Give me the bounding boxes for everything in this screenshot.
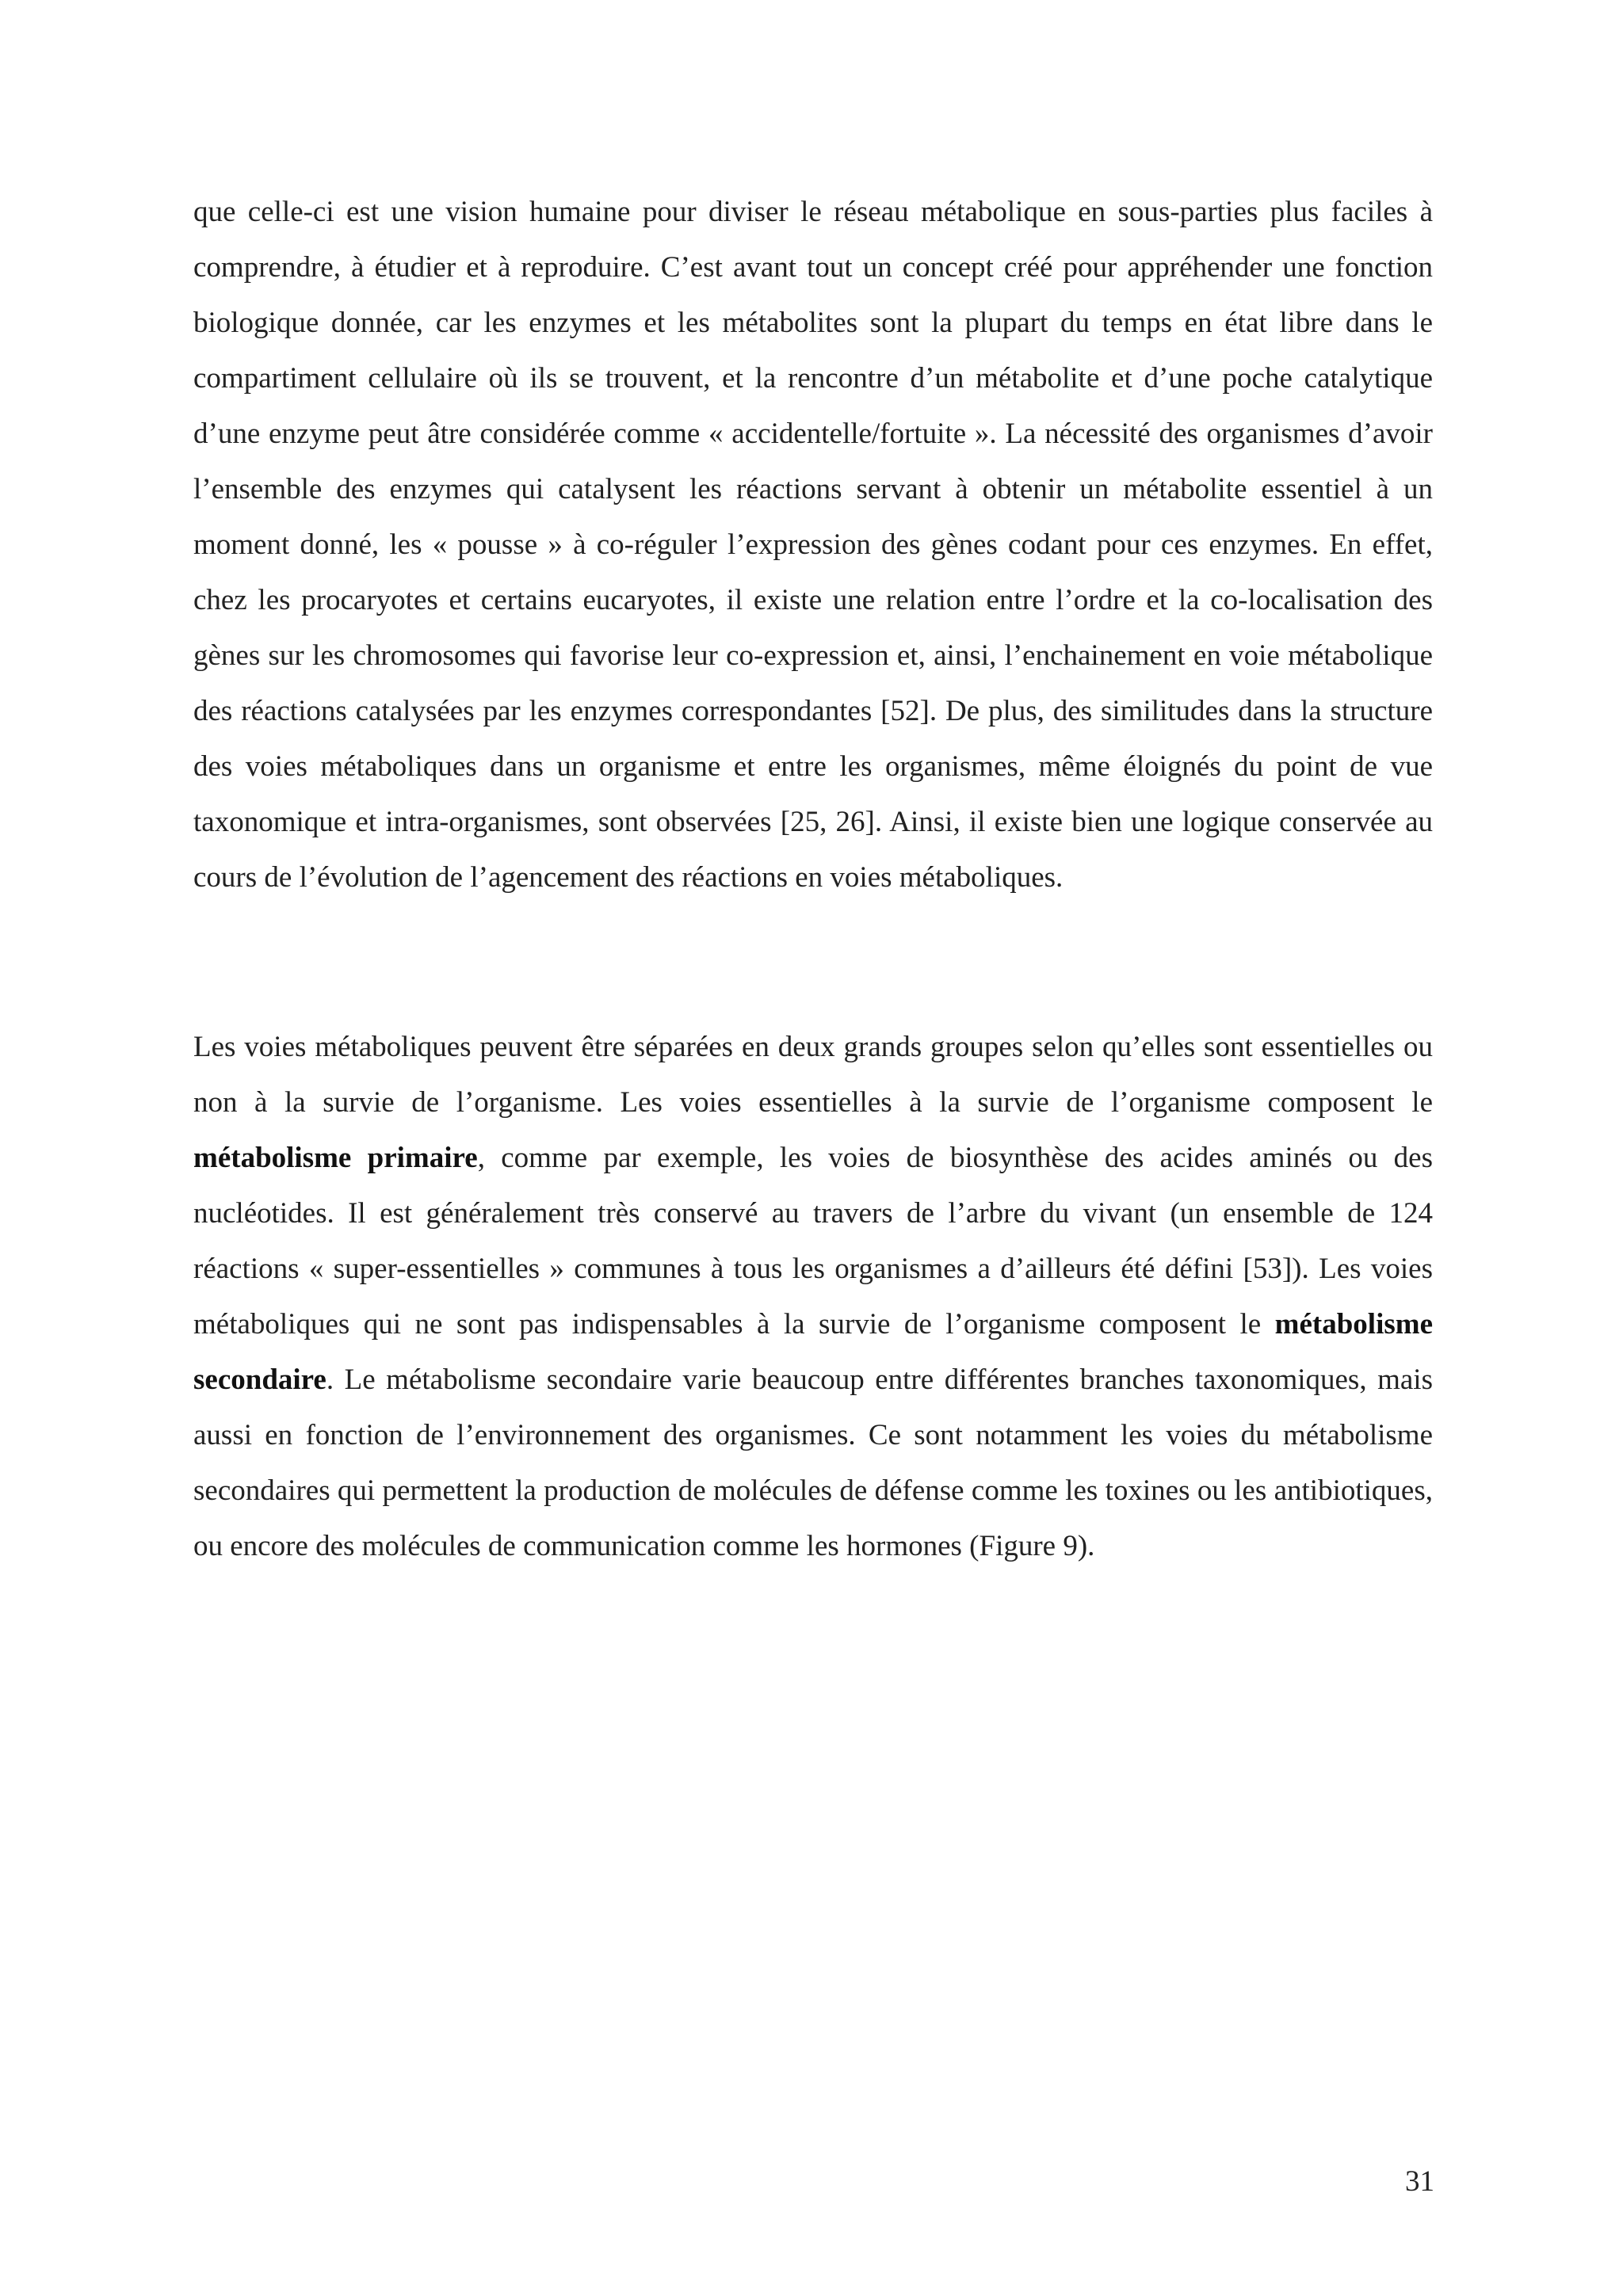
paragraph-2-text-part-3: . Le métabolisme secondaire varie beaucoup entre différentes branches taxonomiques, mais aussi en fonction de l’environnement des organismes. Ce sont notamment les voies du métabolisme secondaires qui permettent la production de molécules de défense comme les toxines ou les antibiotiques, ou encore des molécules de communication comme les hormones (Figure 9). — [193, 1363, 1433, 1562]
page-number: 31 — [1405, 2165, 1434, 2198]
body-paragraph-1: que celle-ci est une vision humaine pour diviser le réseau métabolique en sous-parties plus faciles à comprendre, à étudier et à reproduire. C’est avant tout un concept créé pour appréhender une fonction biologique donnée, car les enzymes et les métabolites sont la plupart du temps en état libre dans le compartiment cellulaire où ils se trouvent, et la rencontre d’un métabolite et d’une poche catalytique d’une enzyme peut âtre considérée comme « accidentelle/fortuite ». La nécessité des organismes d’avoir l’ensemble des enzymes qui catalysent les réactions servant à obtenir un métabolite essentiel à un moment donné, les « pousse » à co-réguler l’expression des gènes codant pour ces enzymes. En effet, chez les procaryotes et certains eucaryotes, il existe une relation entre l’ordre et la co-localisation des gènes sur les chromosomes qui favorise leur co-expression et, ainsi, l’enchainement en voie métabolique des réactions catalysées par les enzymes correspondantes [52]. De plus, des similitudes dans la structure des voies métaboliques dans un organisme et entre les organismes, même éloignés du point de vue taxonomique et intra-organismes, sont observées [25, 26]. Ainsi, il existe bien une logique conservée au cours de l’évolution de l’agencement des réactions en voies métaboliques. — [193, 196, 1433, 894]
term-metabolisme-secondaire: métabolisme secondaire — [193, 1308, 1433, 1396]
body-paragraph-2 — [193, 1020, 1433, 1574]
paragraph-2-text-part-2: , comme par exemple, les voies de biosynthèse des acides aminés ou des nucléotides. Il est généralement très conservé au travers de l’arbre du vivant (un ensemble de 124 réactions « super-essentielles » communes à tous les organismes a d’ailleurs été défini [53]). Les voies métaboliques qui ne sont pas indispensables à la survie de l’organisme composent le — [193, 1142, 1433, 1341]
paragraph-2-text-part-1: Les voies métaboliques peuvent être séparées en deux grands groupes selon qu’elles sont essentielles ou non à la survie de l’organisme. Les voies essentielles à la survie de l’organisme composent le — [193, 1031, 1433, 1119]
term-metabolisme-primaire: métabolisme primaire — [193, 1142, 478, 1174]
